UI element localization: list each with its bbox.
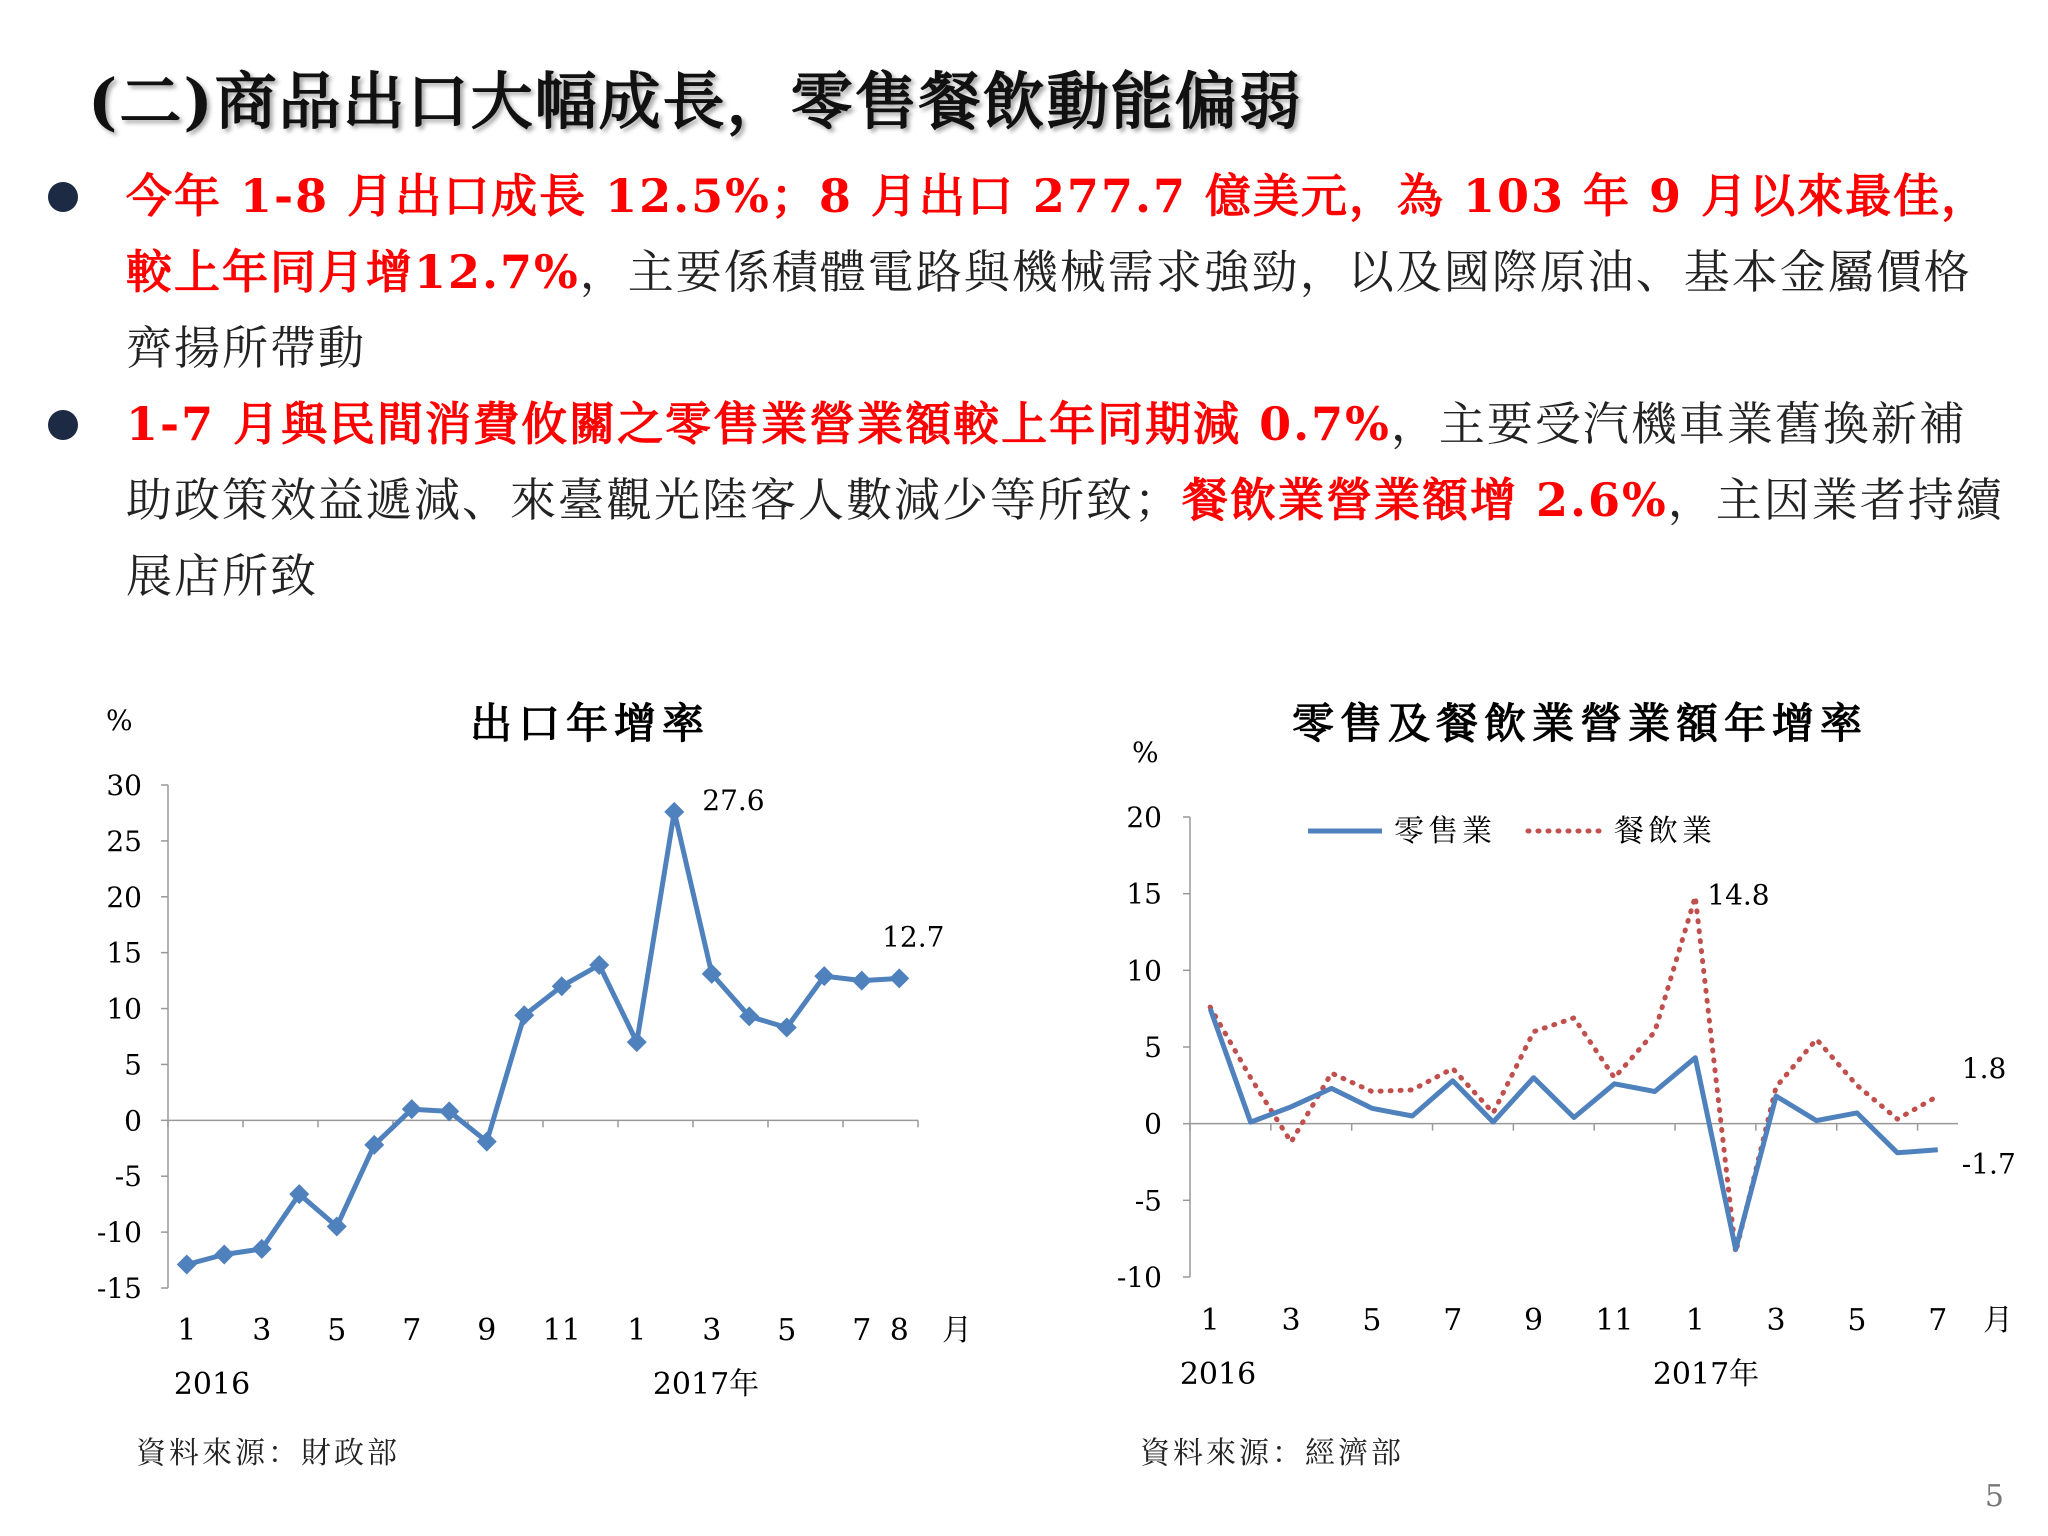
- y-tick-label: 30: [106, 769, 142, 802]
- x-axis-unit: 月: [942, 1313, 972, 1348]
- export-data-point: [589, 955, 609, 975]
- year-label-2017: 2017年: [652, 1367, 760, 1402]
- export-growth-chart: [0, 680, 980, 1420]
- y-tick-label: 20: [1126, 801, 1162, 834]
- y-tick-label: 5: [1144, 1031, 1162, 1064]
- bullet-retail: [40, 386, 2010, 614]
- page-number: 5: [1984, 1479, 2004, 1514]
- source-export: 資料來源：財政部: [136, 1436, 400, 1471]
- x-tick-label: 1: [177, 1313, 197, 1348]
- year-label-2016: 2016: [1179, 1357, 1257, 1392]
- bullet-export: [40, 158, 2010, 386]
- x-tick-label: 3: [1766, 1303, 1786, 1338]
- export-data-point: [177, 1255, 197, 1275]
- y-tick-label: 0: [124, 1104, 142, 1138]
- data-label-food-peak: 14.8: [1707, 878, 1770, 912]
- y-tick-label: -15: [96, 1272, 142, 1305]
- retail-series-line: [1210, 1009, 1938, 1250]
- x-tick-label: 11: [542, 1313, 581, 1348]
- x-tick-label: 5: [327, 1313, 347, 1348]
- y-tick-label: -5: [1134, 1184, 1162, 1218]
- x-axis-unit: 月: [1983, 1303, 2013, 1338]
- year-label-2017: 2017年: [1652, 1357, 1760, 1392]
- retail-food-growth-chart: [1060, 680, 2040, 1420]
- food-series-line: [1210, 897, 1938, 1253]
- x-tick-label: 3: [1281, 1303, 1301, 1338]
- bullet-retail-highlight: 1-7 月與民間消費攸關之零售業營業額較上年同期減 0.7%: [126, 397, 1391, 451]
- y-tick-label: -10: [1116, 1261, 1162, 1294]
- chart-title: 零售及餐飲業營業額年增率: [1291, 699, 1869, 748]
- y-tick-label: 0: [1144, 1107, 1162, 1141]
- y-tick-label: 10: [106, 992, 142, 1026]
- bullet-export-text: ，主要係積體電路與機械需求強勁，以及國際原油、基本金屬價格齊揚所帶動: [126, 245, 1972, 375]
- export-data-point: [627, 1032, 647, 1052]
- x-tick-label: 8: [889, 1313, 909, 1348]
- x-tick-label: 7: [402, 1313, 422, 1348]
- bullet-food-highlight: 餐飲業營業額增 2.6%: [1182, 473, 1668, 527]
- x-tick-label: 9: [477, 1313, 497, 1348]
- x-tick-label: 5: [1362, 1303, 1382, 1338]
- y-tick-label: 10: [1126, 954, 1162, 988]
- y-axis-unit: %: [1132, 736, 1159, 769]
- bullet-list: [40, 158, 2010, 614]
- y-axis-unit: %: [106, 704, 133, 737]
- x-tick-label: 1: [1200, 1303, 1220, 1338]
- export-data-point: [214, 1244, 234, 1264]
- x-tick-label: 1: [1685, 1303, 1705, 1338]
- source-retail: 資料來源：經濟部: [1140, 1436, 1404, 1471]
- bullet-export-highlight: 今年 1-8 月出口成長 12.5%；8 月出口 277.7 億美元，為 103 年 9 月以來最佳，較上年同月增12.7%: [126, 169, 1990, 299]
- y-tick-label: 20: [106, 880, 142, 914]
- x-tick-label: 5: [1847, 1303, 1867, 1338]
- export-data-point: [889, 968, 909, 988]
- slide-title: (二)商品出口大幅成長，零售餐飲動能偏弱: [88, 65, 1303, 138]
- data-label-last: 12.7: [882, 920, 945, 954]
- data-label-food-last: 1.8: [1961, 1052, 2007, 1086]
- x-tick-label: 7: [1443, 1303, 1463, 1338]
- x-tick-label: 7: [1928, 1303, 1948, 1338]
- export-data-point: [852, 971, 872, 991]
- x-tick-label: 3: [252, 1313, 272, 1348]
- y-tick-label: 15: [106, 936, 142, 970]
- chart-title: 出口年增率: [469, 699, 711, 748]
- legend-food-label: 餐飲業: [1614, 814, 1716, 849]
- x-tick-label: 9: [1524, 1303, 1544, 1338]
- y-tick-label: -5: [114, 1160, 142, 1194]
- y-tick-label: 15: [1126, 877, 1162, 911]
- x-tick-label: 11: [1595, 1303, 1634, 1338]
- x-tick-label: 1: [627, 1313, 647, 1348]
- data-label-peak: 27.6: [702, 783, 765, 817]
- y-tick-label: -10: [96, 1216, 142, 1250]
- bullet-food-text: ，主因業者持續展店所致: [126, 473, 2004, 603]
- x-tick-label: 7: [852, 1313, 872, 1348]
- bullet-dot-icon: [48, 182, 78, 212]
- data-label-retail-last: -1.7: [1961, 1147, 2016, 1181]
- x-tick-label: 3: [702, 1313, 722, 1348]
- x-tick-label: 5: [777, 1313, 797, 1348]
- bullet-dot-icon: [48, 410, 78, 440]
- y-tick-label: 5: [124, 1048, 142, 1082]
- bullet-retail-text: ，主要受汽機車業舊換新補助政策效益遞減、來臺觀光陸客人數減少等所致；: [126, 397, 1967, 527]
- year-label-2016: 2016: [173, 1367, 251, 1402]
- legend-retail-label: 零售業: [1394, 814, 1496, 849]
- export-data-point: [664, 802, 684, 822]
- y-tick-label: 25: [106, 824, 142, 858]
